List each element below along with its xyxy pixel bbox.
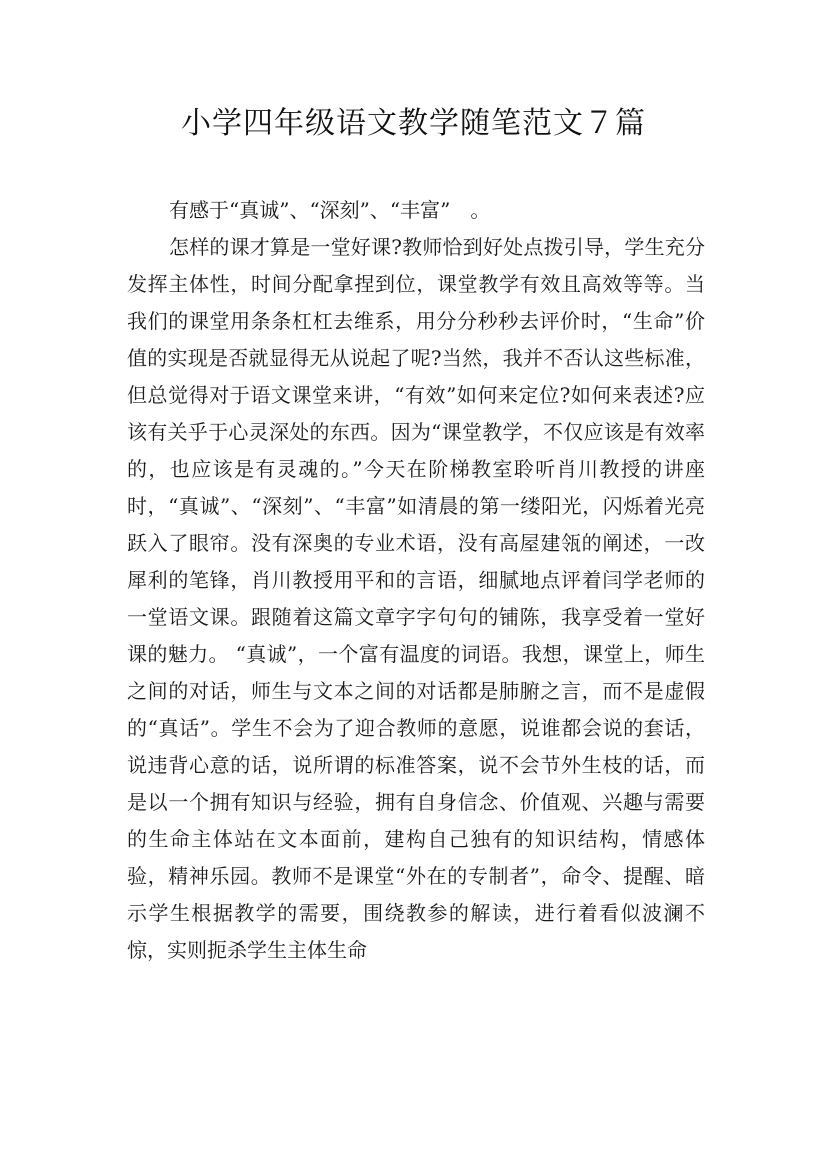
paragraph-intro: 有感于“真诚”、“深刻”、“丰富” 。 — [169, 198, 491, 222]
paragraph-main: 怎样的课才算是一堂好课?教师恰到好处点拨引导，学生充分发挥主体性，时间分配拿捏到位，课堂教学有效且高效等等。当我们的课堂用条条杠杠去维系，用分分秒秒去评价时，“生命”价值的实现是否就显得无从说起了呢?当然，我并不否认这些标准，但总觉得对于语文课堂来讲，“有效”如何来定位?如何来表述?应该有关乎于心灵深处的东西。因为“课堂教学，不仅应该是有效率的，也应该是有灵魂的。”今天在阶梯教室聆听肖川教授的讲座时，“真诚”、“深刻”、“丰富”如清晨的第一缕阳光，闪烁着光亮跃入了眼帘。没有深奥的专业术语，没有高屋建瓴的阐述，一改犀利的笔锋，肖川教授用平和的言语，细腻地点评着闫学老师的一堂语文课。跟随着这篇文章字字句句的铺陈，我享受着一堂好课的魅力。 “真诚”，一个富有温度的词语。我想，课堂上，师生之间的对话，师生与文本之间的对话都是肺腑之言，而不是虚假的“真话”。学生不会为了迎合教师的意愿，说谁都会说的套话，说违背心意的话，说所谓的标准答案，说不会节外生枝的话，而是以一个拥有知识与经验，拥有自身信念、价值观、兴趣与需要的生命主体站在文本面前，建构自己独有的知识结构，情感体验，精神乐园。教师不是课堂“外在的专制者”，命令、提醒、暗示学生根据教学的需要，围绕教参的解读，进行着看似波澜不惊，实则扼杀学生主体生命 — [127, 235, 705, 962]
document-title: 小学四年级语文教学随笔范文７篇 — [181, 106, 646, 141]
document-body — [127, 192, 705, 969]
